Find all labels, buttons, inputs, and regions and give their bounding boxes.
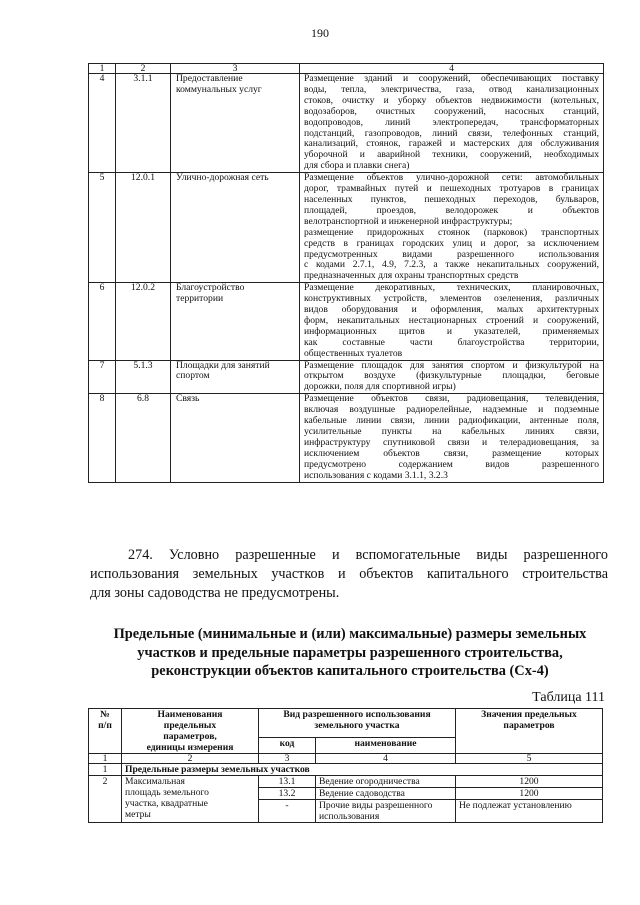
heading-line: реконструкции объектов капитального строительства (Сх-4) (151, 663, 549, 679)
use-name: Ведение садоводства (316, 788, 456, 800)
index-cell: 4 (316, 754, 456, 764)
description-line: водопроводов, линий электропередач, трансформаторных (304, 116, 599, 128)
table-header-row (89, 709, 603, 738)
description-line: населенных пунктов, пешеходных переходов, бульваров, (304, 193, 599, 205)
table-caption: Таблица 111 (532, 690, 605, 705)
use-code: 13.1 (259, 776, 316, 788)
use-description (300, 74, 604, 173)
heading-line: участков и предельные параметры разрешенного строительства, (137, 644, 563, 661)
table-row (89, 74, 604, 173)
use-name-line: Улично-дорожная сеть (176, 172, 269, 184)
description-line: использования с кодами 3.1.1, 3.2.3 (304, 469, 448, 481)
row-number: 2 (89, 776, 122, 823)
use-description (300, 173, 604, 283)
row-number: 4 (89, 74, 116, 173)
use-name-line: Благоустройство (176, 282, 245, 294)
use-code: 13.2 (259, 788, 316, 800)
description-line: дорожки, поля для спортивной игры) (304, 381, 456, 393)
description-line: дорог, трамвайных путей и пешеходных тротуаров в границах (304, 183, 599, 195)
index-cell: 2 (122, 754, 259, 764)
use-name (171, 283, 300, 360)
description-line: Размещение площадок для занятия спортом и физкультурой на (304, 359, 599, 371)
header-line: параметров (503, 720, 555, 731)
header-line: Наименования (157, 709, 223, 720)
description-line: видов оборудования и оформления, малых архитектурных (304, 304, 599, 316)
parameter-line: площадь земельного (125, 787, 209, 798)
use-name-line: территории (176, 293, 224, 305)
index-row (89, 754, 603, 764)
row-number: 6 (89, 283, 116, 360)
header-name: наименование (316, 738, 456, 754)
row-number: 1 (89, 764, 122, 776)
use-name (171, 173, 300, 283)
description-line: общественных туалетов (304, 347, 403, 359)
description-line: средств в границах городских улиц и дорог, за исключением (304, 237, 599, 249)
header-cell: 2 (116, 64, 171, 74)
description-line: усилительные пункты на кабельных линиях связи, (304, 426, 599, 437)
description-line: предусмотренных видами разрешенного использования (304, 248, 599, 260)
header-line: единицы измерения (146, 742, 234, 753)
index-cell: 1 (89, 754, 122, 764)
description-line: предназначенных для охраны транспортных средств (304, 270, 519, 282)
header-line: Значения предельных (481, 709, 577, 720)
parameter-value: Не подлежат установлению (456, 800, 603, 823)
use-description (300, 360, 604, 394)
description-line: стоков, очистку и уборку объектов недвижимости (котельных, (304, 94, 599, 106)
header-values (456, 709, 603, 754)
table-row (89, 283, 604, 360)
description-line: размещение придорожных стоянок (парковок) транспортных (304, 226, 599, 238)
paragraph-274 (90, 546, 608, 603)
parameters-table (88, 708, 603, 823)
description-line: велотранспортной и инженерной инфраструктуры; (304, 215, 513, 227)
use-name-line: спортом (176, 370, 210, 382)
paragraph-line: использования земельных участков и объектов капитального строительства (90, 566, 608, 582)
use-name-line: Связь (176, 393, 200, 405)
permitted-use-table (88, 63, 604, 483)
parameter-name (122, 776, 259, 823)
header-line: п/п (98, 720, 112, 731)
row-number: 5 (89, 173, 116, 283)
use-name (171, 360, 300, 394)
header-line: земельного участка (314, 720, 400, 731)
description-line: для сбора и плавки снега) (304, 160, 410, 172)
description-line: форм, некапитальных нестационарных строений и сооружений, (304, 314, 599, 326)
header-param (122, 709, 259, 754)
header-line: № (100, 709, 110, 720)
use-name: Ведение огородничества (316, 776, 456, 788)
paragraph-line: 274. Условно разрешенные и вспомогательные виды разрешенного (128, 547, 608, 563)
description-line: Размещение декоративных, технических, планировочных, (304, 282, 599, 294)
description-line: Размещение объектов связи, радиовещания, телевидения, (304, 393, 599, 405)
use-code: 12.0.1 (116, 173, 171, 283)
use-name-line: Площадки для занятий (176, 359, 270, 371)
description-line: воды, тепла, электричества, газа, отвод канализационных (304, 83, 599, 95)
header-line: параметров, (163, 731, 217, 742)
use-name (171, 394, 300, 482)
heading-line: Предельные (минимальные и (или) максимальные) размеры земельных (113, 626, 587, 642)
parameter-line: метры (125, 809, 151, 820)
header-num (89, 709, 122, 754)
use-code: 5.1.3 (116, 360, 171, 394)
use-code: 3.1.1 (116, 74, 171, 173)
description-line: с кодами 2.7.1, 4.9, 7.2.3, а также некапитальных сооружений, (304, 259, 599, 271)
description-line: площадей, проездов, велодорожек и объектов (304, 204, 599, 216)
description-line: инфраструктуру спутниковой связи и телерадиовещания, за (304, 436, 599, 448)
parameter-line: участка, квадратные (125, 798, 208, 809)
header-code: код (259, 738, 316, 754)
description-line: конструктивных устройств, элементов озеленения, различных (304, 293, 599, 305)
description-line: как составные части благоустройства территории, (304, 336, 599, 348)
parameter-value: 1200 (456, 776, 603, 788)
row-number: 7 (89, 360, 116, 394)
parameter-line: Максимальная (125, 776, 185, 787)
header-line: Вид разрешенного использования (283, 709, 431, 720)
description-line: открытом воздухе (физкультурные площадки, беговые (304, 370, 599, 382)
use-description (300, 283, 604, 360)
table-row (89, 173, 604, 283)
use-code: - (259, 800, 316, 823)
use-code: 6.8 (116, 394, 171, 482)
index-cell: 3 (259, 754, 316, 764)
page-number: 190 (311, 26, 329, 40)
description-line: информационных щитов и указателей, применяемых (304, 325, 599, 337)
use-name (171, 74, 300, 173)
table-row (89, 776, 603, 788)
header-cell: 4 (300, 64, 604, 74)
index-cell: 5 (456, 754, 603, 764)
use-description (300, 394, 604, 482)
section-row (89, 764, 603, 776)
header-cell: 3 (171, 64, 300, 74)
description-line: Размещение объектов улично-дорожной сети: автомобильных (304, 172, 599, 184)
use-name-line: Предоставление (176, 73, 243, 84)
description-line: уборочной и аварийной техники, сооружений, необходимых (304, 149, 599, 161)
description-line: включая воздушные радиорелейные, надземные и подземные (304, 404, 599, 416)
header-vri (259, 709, 456, 738)
table-row (89, 360, 604, 394)
parameter-value: 1200 (456, 788, 603, 800)
use-name (316, 800, 456, 823)
table-row (89, 394, 604, 482)
description-line: Размещение зданий и сооружений, обеспечивающих поставку (304, 73, 599, 84)
description-line: канализаций, стоянок, гаражей и мастерских для обслуживания (304, 138, 599, 150)
description-line: исключением объектов связи, размещение которых (304, 447, 599, 459)
table-header-row (89, 64, 604, 74)
description-line: предусмотрено содержанием видов разрешенного (304, 458, 599, 470)
use-name-line: коммунальных услуг (176, 83, 262, 95)
section-title: Предельные размеры земельных участков (122, 764, 603, 776)
row-number: 8 (89, 394, 116, 482)
description-line: подстанций, газопроводов, линий связи, телефонных станций, (304, 127, 599, 139)
use-code: 12.0.2 (116, 283, 171, 360)
description-line: водозаборов, очистных сооружений, насосных станций, (304, 105, 599, 117)
use-name-line: использования (319, 811, 380, 822)
section-heading (70, 625, 630, 681)
header-cell: 1 (89, 64, 116, 74)
header-line: предельных (163, 720, 217, 731)
description-line: кабельные линии связи, линии радиофикации, антенные поля, (304, 415, 599, 427)
paragraph-line: для зоны садоводства не предусмотрены. (90, 585, 340, 601)
use-name-line: Прочие виды разрешенного (319, 800, 433, 811)
